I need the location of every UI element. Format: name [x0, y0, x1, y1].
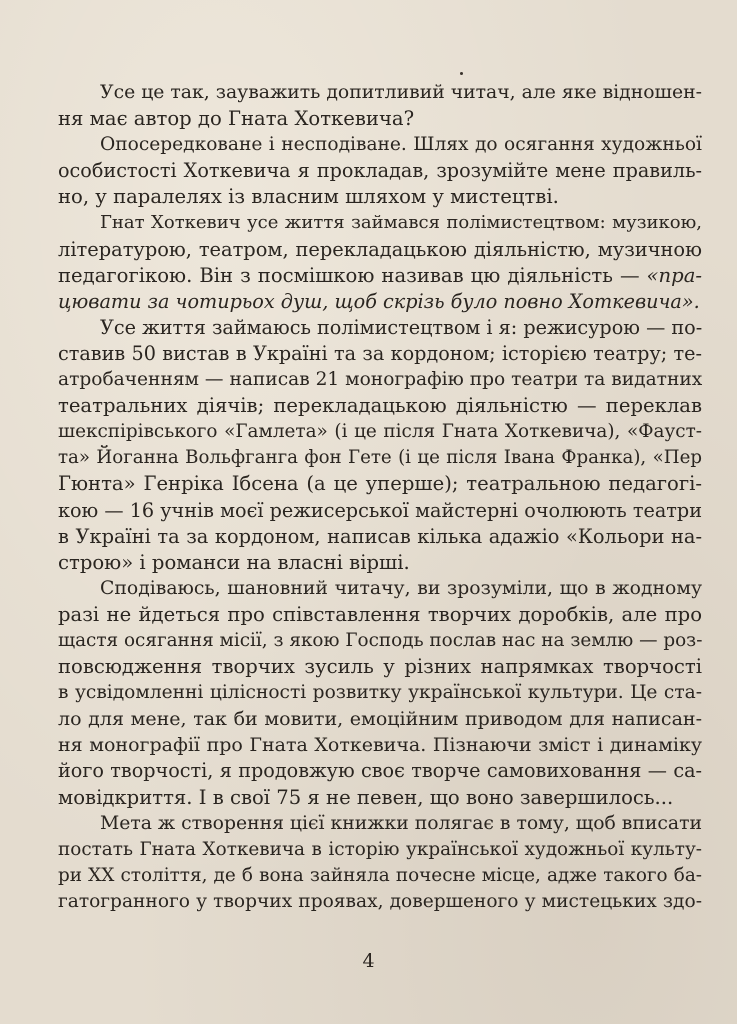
page-number: 4: [362, 950, 375, 972]
text-line: Сподіваюсь, шановний читачу, ви зрозуміли, що в жодному: [100, 577, 702, 599]
text-line: Гнат Хоткевич усе життя займався полімистецтвом: музикою,: [100, 212, 702, 234]
text-line: в Україні та за кордоном, написав кілька адажіо «Кольори на-: [58, 524, 702, 548]
text-line: ня має автор до Гната Хоткевича?: [58, 107, 415, 131]
text-line: Мета ж створення цієї книжки полягає в тому, щоб вписати: [100, 812, 703, 834]
text-line: Усе це так, зауважить допитливий читач, але яке відношен-: [100, 82, 702, 103]
print-speck: [460, 72, 463, 75]
text-line: літературою, театром, перекладацькою діяльністю, музичною: [58, 237, 702, 261]
text-line: мовідкриття. І в свої 75 я не певен, що воно завершилось...: [58, 785, 674, 809]
text-line: в усвідомленні цілісності розвитку української культури. Це ста-: [58, 682, 702, 704]
text-line: гатогранного у творчих проявах, довершеного у мистецьких здо-: [58, 890, 702, 912]
text-line: ло для мене, так би мовити, емоційним приводом для написан-: [58, 708, 702, 731]
text-line: особистості Хоткевича я прокладав, зрозумійте мене правиль-: [58, 159, 702, 183]
text-line: атробаченням — написав 21 монографію про театри та видатних: [58, 369, 703, 391]
body-text: [58, 80, 702, 915]
text-segment: педагогікою. Він з посмішкою називав цю діяльність —: [58, 263, 647, 287]
text-line: театральних діячів; перекладацькою діяльністю — переклав: [58, 394, 702, 418]
text-line: Опосередковане і несподіване. Шлях до осягання художньої: [100, 134, 702, 156]
text-line: ня монографії про Гната Хоткевича. Пізнаючи зміст і динаміку: [58, 734, 702, 757]
text-line: кою — 16 учнів моєї режисерської майстерні очолюють театри: [58, 498, 702, 522]
text-line: його творчості, я продовжую своє творче самовиховання — са-: [58, 759, 702, 783]
text-line: щастя осягання місії, з якою Господь послав нас на землю — роз-: [58, 629, 703, 651]
text-line: постать Гната Хоткевича в історію української художньої культу-: [58, 838, 702, 860]
text-line: повсюдження творчих зусиль у різних напрямках творчості: [58, 655, 702, 679]
italic-quote: «пра-: [646, 263, 702, 287]
text-line: Гюнта» Генріка Ібсена (а це уперше); театральною педагогі-: [58, 472, 702, 496]
text-line: шекспірівського «Гамлета» (і це після Гната Хоткевича), «Фауст-: [58, 421, 702, 443]
text-line: строю» і романси на власні вірші.: [58, 550, 410, 574]
text-line: [58, 263, 702, 289]
text-line: разі не йдеться про співставлення творчих доробків, але про: [58, 602, 702, 626]
text-line: ставив 50 вистав в Україні та за кордоном; історією театру; те-: [58, 341, 702, 365]
text-line: Усе життя займаюсь полімистецтвом і я: режисурою — по-: [100, 315, 703, 339]
text-line: но, у паралелях із власним шляхом у мистецтві.: [58, 185, 559, 209]
italic-quote-line: цювати за чотирьох душ, щоб скрізь було повно Хоткевича».: [58, 289, 700, 313]
text-line: та» Йоганна Вольфганга фон Гете (і це після Івана Франка), «Пер: [58, 447, 702, 469]
text-line: ри XX століття, де б вона зайняла почесне місце, адже такого ба-: [58, 864, 702, 886]
